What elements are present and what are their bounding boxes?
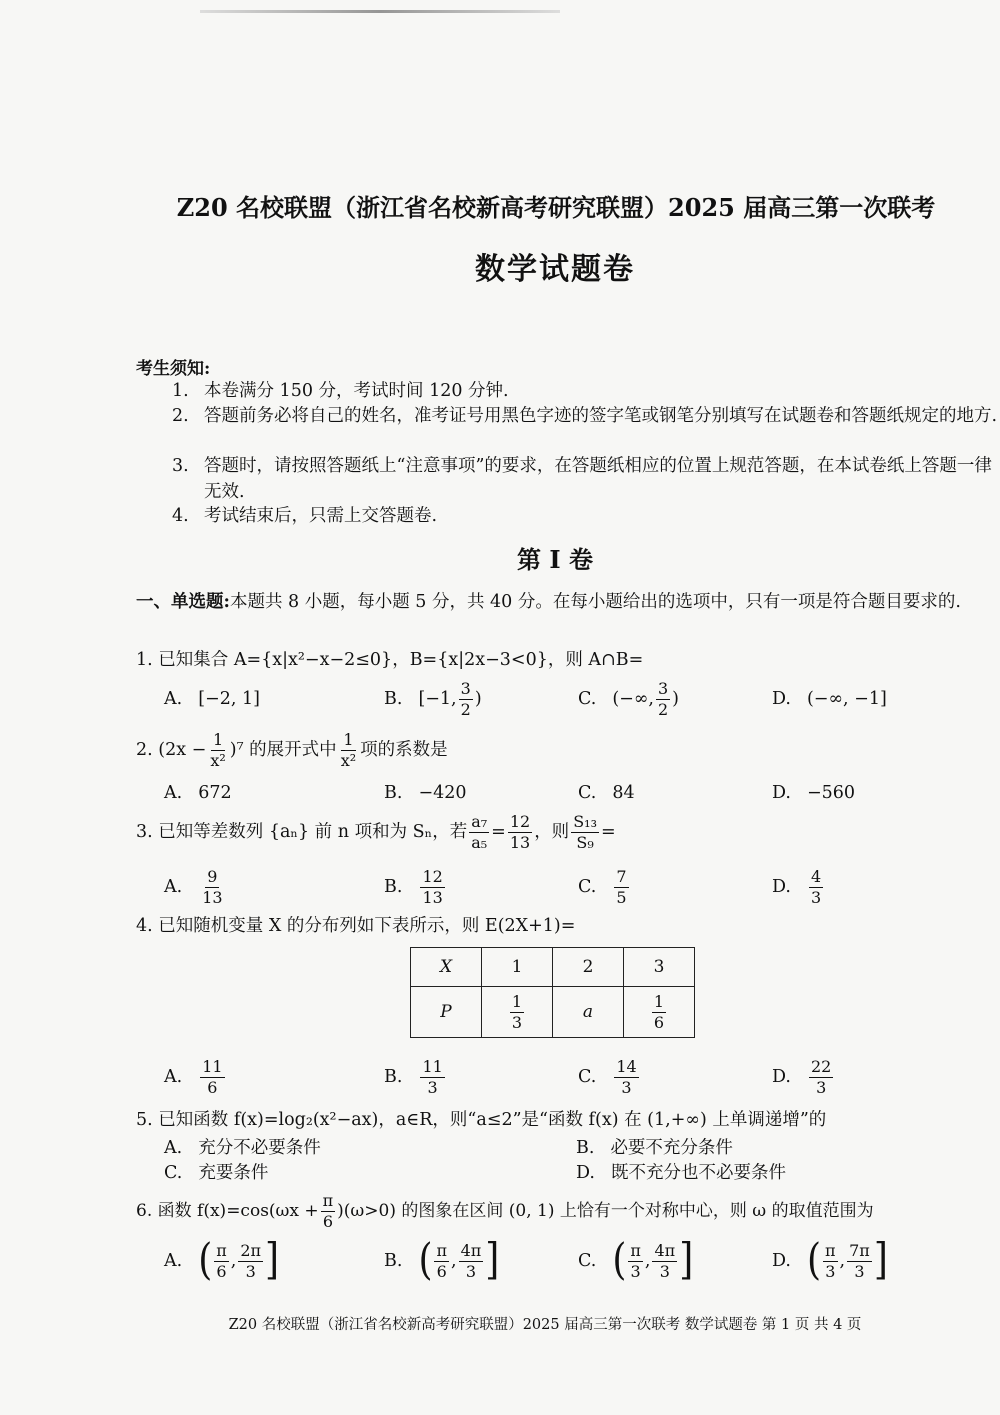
option-d: D. $\frac{22}{3}$ — [772, 1056, 832, 1097]
notice-heading: 考生须知: — [136, 359, 211, 379]
table-cell: $\frac{1}{3}$ — [482, 987, 553, 1038]
option-d: D. ( $\frac{\pi}{3}$ , $\frac{7\pi}{3}$ ] — [772, 1235, 888, 1285]
option-a: A. $\frac{11}{6}$ — [164, 1056, 223, 1097]
page-footer: Z20 名校联盟（浙江省名校新高考研究联盟）2025 届高三第一次联考 数学试题卷 第 1 页 共 4 页 — [228, 1317, 862, 1333]
option-c: C. 84 — [578, 783, 635, 803]
option-d: D. −560 — [772, 783, 856, 803]
table-cell: 1 — [482, 948, 553, 987]
option-b: B. [−1, $\frac{3}{2}$ ) — [384, 678, 482, 719]
option-a: A. $\frac{9}{13}$ — [164, 866, 223, 907]
table-cell: a — [553, 987, 624, 1038]
distribution-table — [410, 947, 695, 1038]
question-1: 1. 已知集合 A={x|x²−x−2≤0}，B={x|2x−3<0}，则 A∩B= — [136, 650, 644, 670]
option-d: D. 既不充分也不必要条件 — [576, 1163, 786, 1183]
section-label: 一、单选题: — [136, 592, 230, 612]
question-5: 5. 已知函数 f(x)=log₂(x²−ax)，a∈R，则“a≤2”是“函数 f(x) 在 (1,+∞) 上单调递增”的 — [136, 1110, 827, 1130]
question-3: 3. 已知等差数列 {aₙ} 前 n 项和为 Sₙ，若 $\frac{\text{a₇}}{\text{a₅}}$ = $\frac{12}{13}$ ，则 $\frac{\text{S₁₃}}{\text{S₉}}$ = — [136, 811, 616, 852]
question-4-options — [164, 1052, 984, 1102]
option-a: A. 672 — [164, 783, 232, 803]
notice-item: 2. 答题前务必将自己的姓名，准考证号用黑色字迹的签字笔或钢笔分别填写在试题卷和答题纸规定的地方. — [172, 406, 998, 426]
table-row — [411, 948, 695, 987]
exam-subtitle: 数学试题卷 — [475, 252, 635, 287]
question-6-options — [164, 1236, 984, 1286]
option-a: A. ( $\frac{\pi}{6}$ , $\frac{2\pi}{3}$ ] — [164, 1235, 280, 1285]
scan-artifact-line — [200, 10, 560, 13]
question-3-options — [164, 862, 984, 912]
option-b: B. −420 — [384, 783, 467, 803]
option-c: C. $\frac{7}{5}$ — [578, 866, 627, 907]
option-b: B. ( $\frac{\pi}{6}$ , $\frac{4\pi}{3}$ ] — [384, 1235, 500, 1285]
option-b: B. $\frac{11}{3}$ — [384, 1056, 443, 1097]
notice-item: 3. 答题时，请按照答题纸上“注意事项”的要求，在答题纸相应的位置上规范答题，在本试卷纸上答题一律无效. — [172, 456, 992, 502]
section-heading: 一、单选题:本题共 8 小题，每小题 5 分，共 40 分。在每小题给出的选项中，只有一项是符合题目要求的. — [136, 592, 961, 612]
option-d: D. $\frac{4}{3}$ — [772, 866, 822, 907]
table-cell: X — [411, 948, 482, 987]
table-cell: P — [411, 987, 482, 1038]
question-6: 6. 函数 f(x)=cos(ωx + $\frac{\pi}{6}$ )(ω>0) 的图象在区间 (0, 1) 上恰有一个对称中心，则 ω 的取值范围为 — [136, 1190, 874, 1231]
exam-title: Z20 名校联盟（浙江省名校新高考研究联盟）2025 届高三第一次联考 — [176, 193, 936, 222]
question-2: 2. (2x − $\frac{1}{\text{x²}}$ )⁷ 的展开式中 $\frac{1}{\text{x²}}$ 项的系数是 — [136, 729, 448, 770]
option-c: C. 充要条件 — [164, 1163, 269, 1183]
table-cell: 3 — [624, 948, 695, 987]
option-a: A. 充分不必要条件 — [164, 1138, 321, 1158]
option-c: C. ( $\frac{\pi}{3}$ , $\frac{4\pi}{3}$ ] — [578, 1235, 694, 1285]
option-c: C. $\frac{14}{3}$ — [578, 1056, 637, 1097]
option-b: B. 必要不充分条件 — [576, 1138, 733, 1158]
option-d: D. (−∞, −1] — [772, 689, 887, 709]
option-b: B. $\frac{12}{13}$ — [384, 866, 443, 907]
table-cell: 2 — [553, 948, 624, 987]
option-c: C. (−∞, $\frac{3}{2}$ ) — [578, 678, 679, 719]
question-1-options — [164, 674, 984, 724]
notice-item: 1. 本卷满分 150 分，考试时间 120 分钟. — [172, 381, 509, 401]
question-4: 4. 已知随机变量 X 的分布列如下表所示，则 E(2X+1)= — [136, 916, 576, 936]
table-row — [411, 987, 695, 1038]
option-a: A. [−2, 1] — [164, 689, 260, 709]
notice-item: 4. 考试结束后，只需上交答题卷. — [172, 506, 438, 526]
table-cell: $\frac{1}{6}$ — [624, 987, 695, 1038]
part-heading: 第 I 卷 — [517, 545, 593, 574]
